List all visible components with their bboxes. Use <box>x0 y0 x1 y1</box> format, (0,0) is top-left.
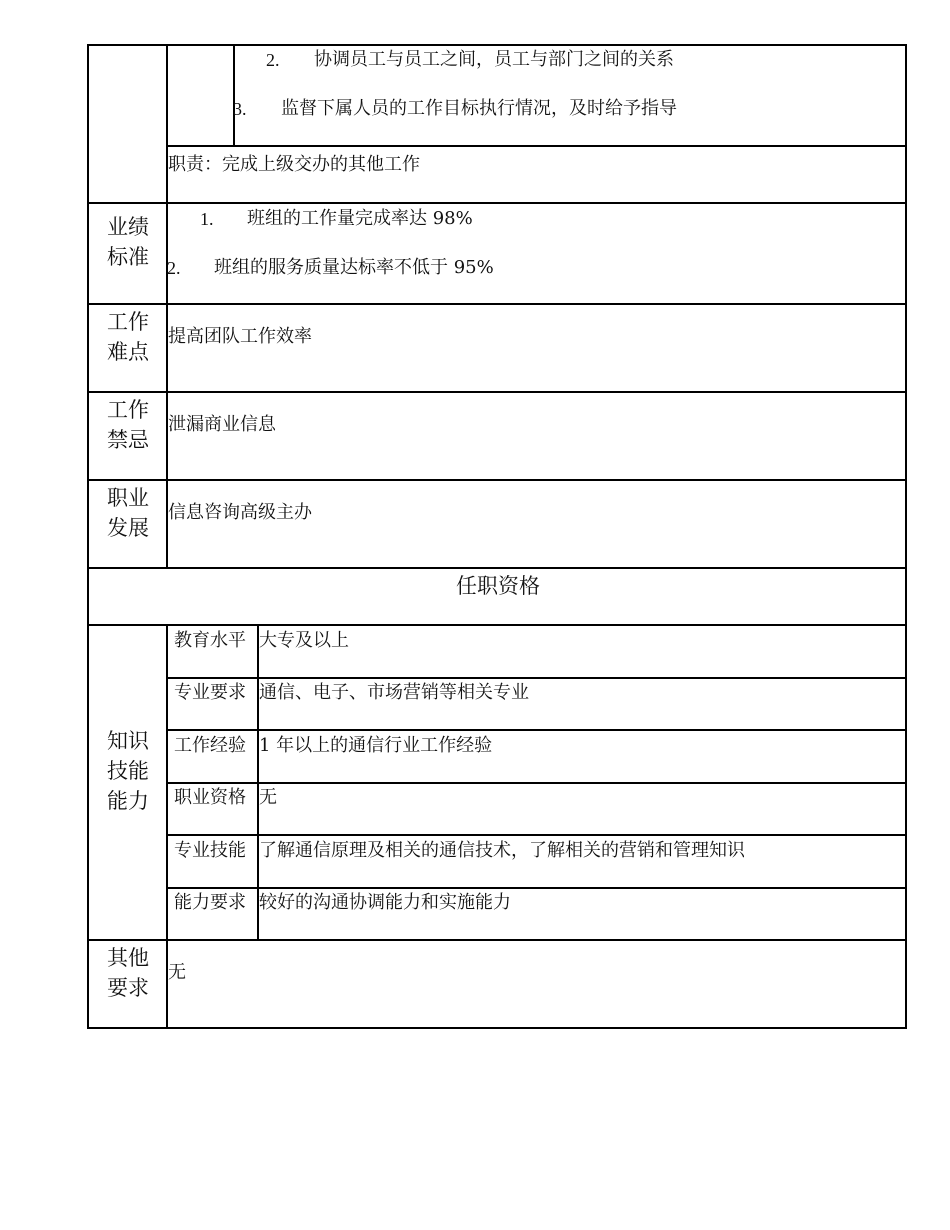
knowledge-row-value-ability: 较好的沟通协调能力和实施能力 <box>259 892 511 913</box>
row-divider-knowledge <box>87 624 907 626</box>
knowledge-row-value-major: 通信、电子、市场营销等相关专业 <box>259 682 529 703</box>
knowledge-row-value-certification: 无 <box>259 787 277 808</box>
row-divider-career <box>87 479 907 481</box>
knowledge-row-divider-3 <box>166 782 907 784</box>
knowledge-row-divider-4 <box>166 834 907 836</box>
knowledge-row-value-skills: 了解通信原理及相关的通信技术，了解相关的营销和管理知识 <box>259 840 745 861</box>
duties-row-divider <box>166 145 907 147</box>
taboo-text: 泄漏商业信息 <box>168 414 276 435</box>
difficulty-label: 工作 难点 <box>107 310 149 364</box>
other-duty-text: 职责：完成上级交办的其他工作 <box>168 154 420 175</box>
duty-item-2-text: 协调员工与员工之间，员工与部门之间的关系 <box>314 49 674 70</box>
performance-label: 业绩 标准 <box>107 215 149 269</box>
knowledge-row-label-major: 专业要求 <box>174 682 246 703</box>
table-border-top <box>87 44 907 46</box>
knowledge-row-divider-5 <box>166 887 907 889</box>
performance-item-2-number: 2. <box>167 258 181 278</box>
row-divider-difficulty <box>87 303 907 305</box>
duties-inner-divider <box>233 44 235 146</box>
row-divider-taboo <box>87 391 907 393</box>
table-border-right <box>905 44 907 1029</box>
performance-item-1-text: 班组的工作量完成率达 98% <box>247 208 473 229</box>
other-requirements-label: 其他 要求 <box>107 946 149 1000</box>
career-label: 职业 发展 <box>107 486 149 540</box>
other-requirements-text: 无 <box>168 962 186 983</box>
row-divider-performance <box>87 202 907 204</box>
performance-item-2-text: 班组的服务质量达标率不低于 95% <box>214 257 494 278</box>
row-divider-qualification <box>87 567 907 569</box>
knowledge-row-value-experience: 1 年以上的通信行业工作经验 <box>259 735 493 756</box>
knowledge-row-label-skills: 专业技能 <box>174 840 246 861</box>
qualification-title: 任职资格 <box>456 574 540 598</box>
knowledge-row-label-ability: 能力要求 <box>174 892 246 913</box>
career-text: 信息咨询高级主办 <box>168 502 312 523</box>
knowledge-row-label-certification: 职业资格 <box>174 787 246 808</box>
duty-item-3-text: 监督下属人员的工作目标执行情况，及时给予指导 <box>281 98 677 119</box>
knowledge-row-divider-2 <box>166 729 907 731</box>
knowledge-label: 知识 技能 能力 <box>107 729 149 813</box>
difficulty-text: 提高团队工作效率 <box>168 326 312 347</box>
knowledge-row-value-education: 大专及以上 <box>259 630 349 651</box>
duty-item-2-number: 2. <box>266 50 280 70</box>
performance-item-1-number: 1. <box>200 209 214 229</box>
taboo-label: 工作 禁忌 <box>107 398 149 452</box>
knowledge-row-divider-1 <box>166 677 907 679</box>
knowledge-row-label-education: 教育水平 <box>174 630 246 651</box>
duty-item-3-number: 3. <box>233 99 247 119</box>
table-border-bottom <box>87 1027 907 1029</box>
knowledge-row-label-experience: 工作经验 <box>174 735 246 756</box>
row-divider-other <box>87 939 907 941</box>
